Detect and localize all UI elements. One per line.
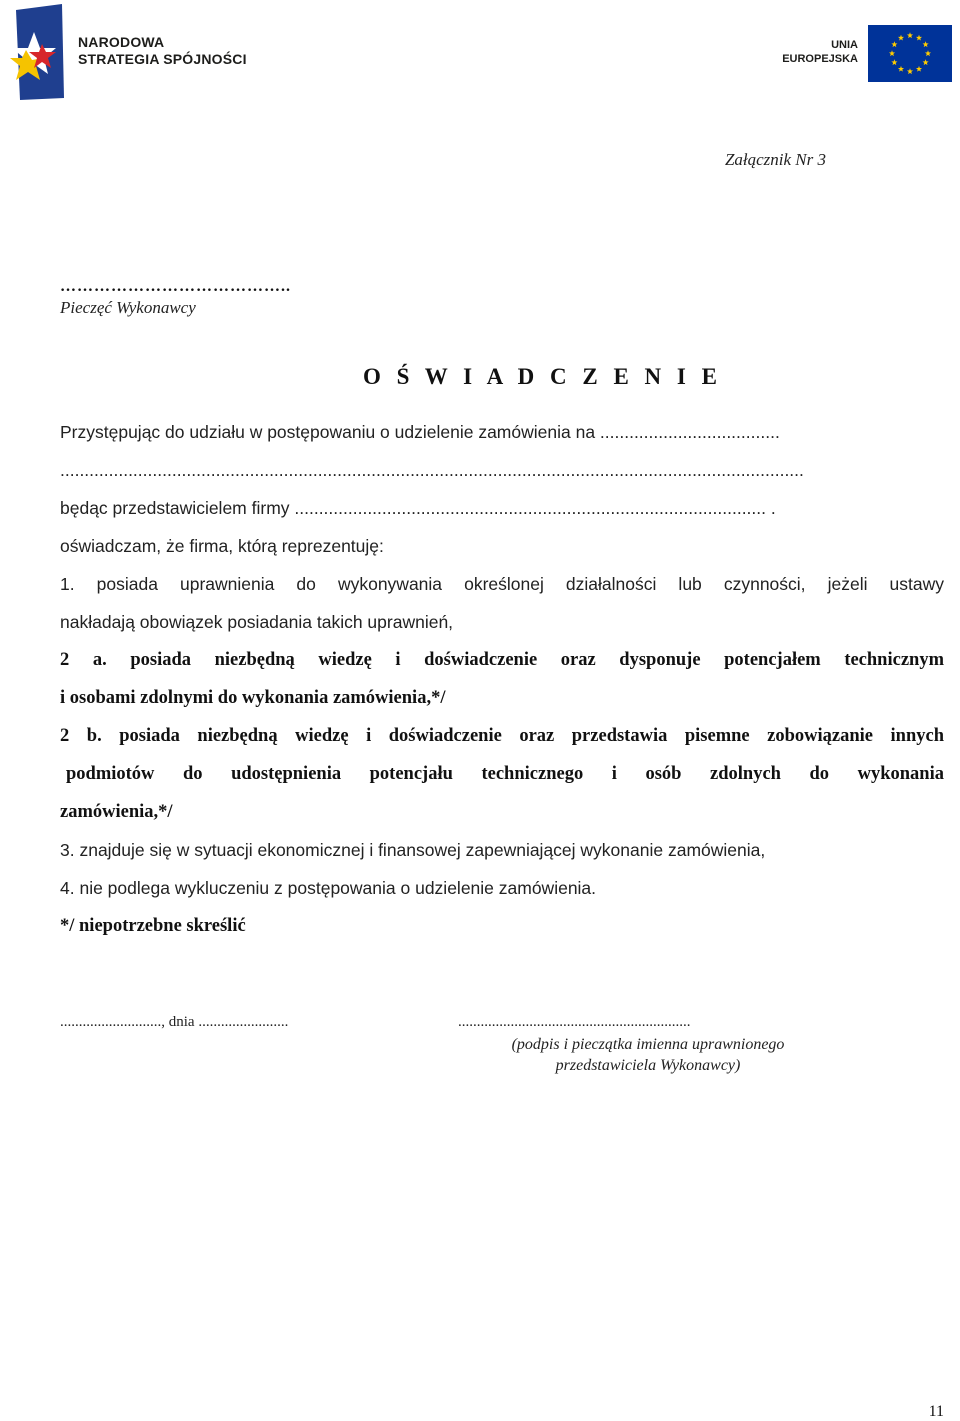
place-date-line: ..........................., dnia ........................ (60, 1014, 289, 1030)
footnote-note: */ niepotrzebne skreślić (60, 916, 246, 936)
intro-line-2: ......................................................................................................................................................... (60, 460, 804, 480)
signature-caption-line-2: przedstawiciela Wykonawcy) (555, 1057, 741, 1074)
item-2a-line-2: i osobami zdolnymi do wykonania zamówienia,*/ (60, 688, 446, 708)
intro-line-3: będąc przedstawicielem firmy ................................................................................................. . (60, 498, 776, 518)
signature-caption-line-1: (podpis i pieczątka imienna uprawnionego (511, 1036, 785, 1053)
document-title: O Ś W I A D C Z E N I E (363, 364, 722, 389)
item-2a-line-1: 2 a. posiada niezbędną wiedzę i doświadczenie oraz dysponuje potencjałem technicznym (60, 650, 944, 670)
item-2b-line-2: podmiotów do udostępnienia potencjału technicznego i osób zdolnych do wykonania (66, 764, 944, 784)
item-1-line-2: nakładają obowiązek posiadania takich uprawnień, (60, 612, 454, 632)
item-1-line-1: 1. posiada uprawnienia do wykonywania określonej działalności lub czynności, jeżeli ustawy (60, 574, 944, 594)
signature-line: .............................................................. (458, 1014, 691, 1030)
signature-caption (478, 1034, 818, 1076)
intro-line-4: oświadczam, że firma, którą reprezentuję: (60, 536, 384, 556)
item-2b-line-3: zamówienia,*/ (60, 802, 173, 822)
nss-line-2: STRATEGIA SPÓJNOŚCI (78, 51, 247, 67)
statement-body (60, 0, 944, 1000)
stamp-label: Pieczęć Wykonawcy (60, 298, 196, 317)
stamp-placeholder-dots: ………………………………….. (60, 278, 291, 295)
item-3: 3. znajduje się w sytuacji ekonomicznej i finansowej zapewniającej wykonanie zamówienia, (60, 840, 766, 860)
eu-line-2: EUROPEJSKA (782, 53, 858, 65)
item-2b-line-1: 2 b. posiada niezbędną wiedzę i doświadczenie oraz przedstawia pisemne zobowiązanie innych (60, 726, 944, 746)
intro-line-1: Przystępując do udziału w postępowaniu o udzielenie zamówienia na ..................................... (60, 422, 780, 442)
item-4: 4. nie podlega wykluczeniu z postępowania o udzielenie zamówienia. (60, 878, 597, 898)
page-number: 11 (928, 1403, 944, 1420)
annex-label: Załącznik Nr 3 (724, 150, 826, 169)
nss-line-1: NARODOWA (78, 34, 165, 50)
eu-line-1: UNIA (831, 39, 858, 51)
